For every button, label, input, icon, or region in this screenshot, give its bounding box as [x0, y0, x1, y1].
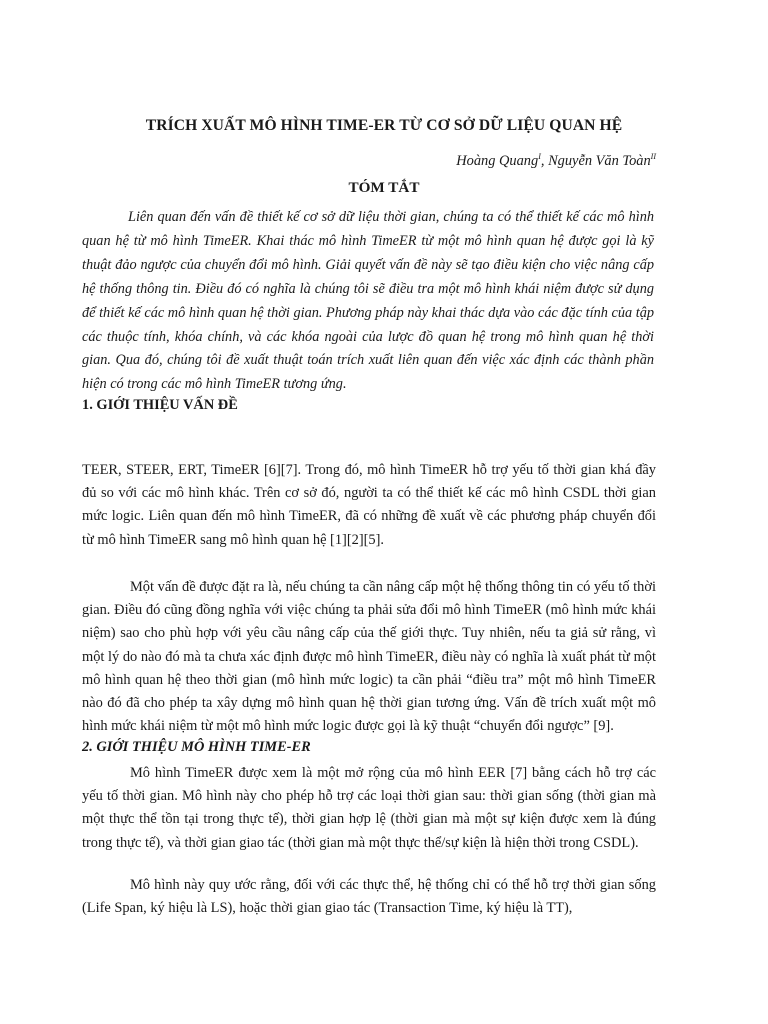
body-paragraph: Mô hình TimeER được xem là một mở rộng của mô hình EER [7] bằng cách hỗ trợ các yếu tố thời gian. Mô hình này cho phép hỗ trợ các loại thời gian sau: thời gian sống (thời gian mà một thực thể tồn tại trong thực tế), thời gian hợp lệ (thời gian mà một sự kiện được xem là đúng trong thực tế), và thời gian giao tác (thời gian mà một thực thể/sự kiện là hiện thời trong CSDL). — [82, 765, 656, 851]
section-heading: 2. GIỚI THIỆU MÔ HÌNH TIME-ER — [82, 739, 311, 755]
author-line — [456, 148, 656, 170]
affiliation-mark: I — [538, 152, 541, 161]
abstract-heading: TÓM TẮT — [348, 179, 420, 196]
author-separator: , — [540, 153, 549, 169]
body-paragraph: TEER, STEER, ERT, TimeER [6][7]. Trong đó, mô hình TimeER hỗ trợ yếu tố thời gian khá đầy đủ so với các mô hình khác. Trên cơ sở đó, người ta có thể thiết kế các mô hình CSDL thời gian mức logic. Liên quan đến mô hình TimeER, đã có những đề xuất về các phương pháp chuyển đổi từ mô hình TimeER sang mô hình quan hệ [1][2][5]. — [82, 462, 656, 548]
section-heading: 1. GIỚI THIỆU VẤN ĐỀ — [82, 397, 238, 413]
author-name: Nguyễn Văn Toàn — [548, 153, 651, 169]
paper-title: TRÍCH XUẤT MÔ HÌNH TIME-ER TỪ CƠ SỞ DỮ LIỆU QUAN HỆ — [145, 117, 623, 134]
body-paragraph: Mô hình này quy ước rằng, đối với các thực thể, hệ thống chỉ có thể hỗ trợ thời gian sống (Life Span, ký hiệu là LS), hoặc thời gian giao tác (Transaction Time, ký hiệu là TT), — [82, 877, 656, 917]
affiliation-mark: II — [650, 152, 656, 161]
abstract-text: Liên quan đến vấn đề thiết kế cơ sở dữ liệu thời gian, chúng ta có thể thiết kế các mô hình quan hệ từ mô hình TimeER. Khai thác mô hình TimeER từ một mô hình quan hệ được gọi là kỹ thuật đảo ngược của chuyển đổi mô hình. Giải quyết vấn đề này sẽ tạo điều kiện cho việc nâng cấp hệ thống thông tin. Điều đó có nghĩa là chúng tôi sẽ điều tra một mô hình khái niệm được sử dụng để thiết kế các mô hình quan hệ thời gian. Phương pháp này khai thác dựa vào các đặc tính của tập các thuộc tính, khóa chính, và các khóa ngoài của lược đồ quan hệ trong mô hình quan hệ thời gian. Qua đó, chúng tôi đề xuất thuật toán trích xuất liên quan đến việc xác định các thành phần hiện có trong các mô hình TimeER tương ứng. — [82, 209, 654, 393]
author-name: Hoàng Quang — [456, 153, 539, 169]
body-paragraph: Một vấn đề được đặt ra là, nếu chúng ta cần nâng cấp một hệ thống thông tin có yếu tố thời gian. Điều đó cũng đồng nghĩa với việc chúng ta phải sửa đổi mô hình TimeER (mô hình mức khái niệm) sao cho phù hợp với yêu cầu nâng cấp của thế giới thực. Tuy nhiên, nếu ta giả sử rằng, vì một lý do nào đó mà ta chưa xác định được mô hình TimeER, điều này có nghĩa là xuất phát từ một mô hình quan hệ theo thời gian (mô hình mức logic) ta cần phải “điều tra” một mô hình TimeER nào đó đã cho phép ta xây dựng mô hình quan hệ thời gian tương ứng. Vấn đề trích xuất một mô hình mức khái niệm từ một mô hình mức logic được gọi là kỹ thuật “chuyển đổi ngược” [9]. — [82, 579, 656, 735]
